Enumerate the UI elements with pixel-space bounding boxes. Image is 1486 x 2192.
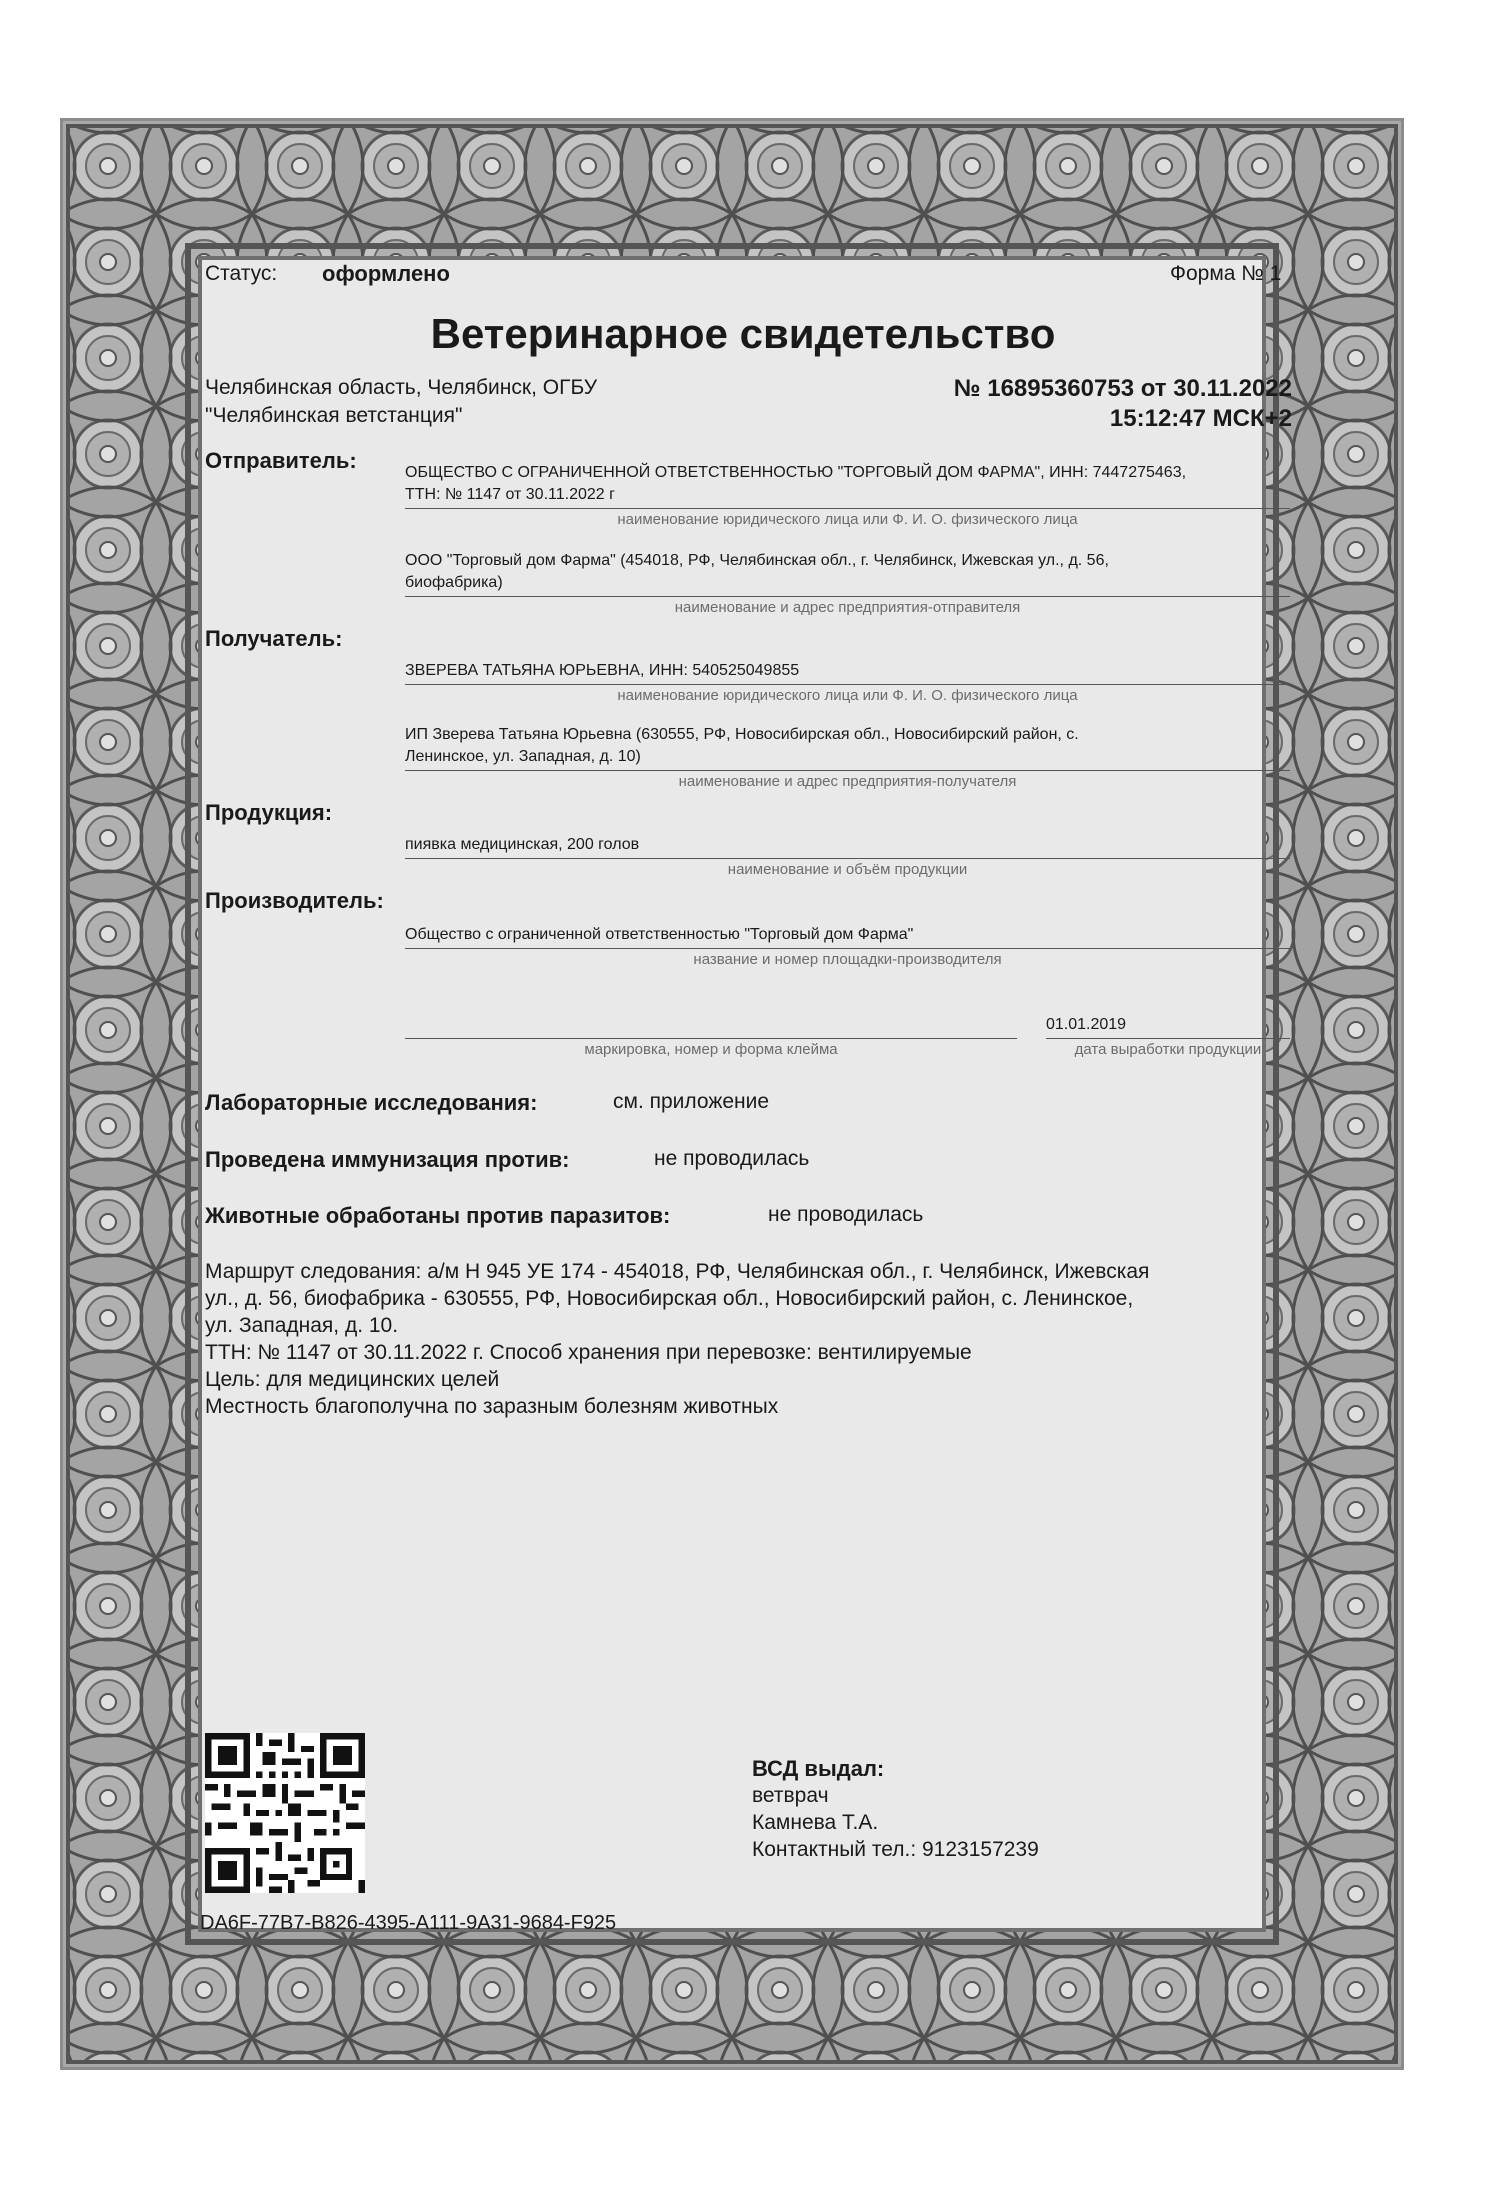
certificate-time: 15:12:47 МСК+2 xyxy=(1109,405,1292,432)
status-value: оформлено xyxy=(322,261,450,286)
route-line2: ул., д. 56, биофабрика - 630555, РФ, Новосибирская обл., Новосибирский район, с. Ленинское, xyxy=(205,1287,1134,1310)
issuer-position: ветврач xyxy=(752,1784,829,1807)
recipient-enterprise-line1: ИП Зверева Татьяна Юрьевна (630555, РФ, Новосибирская обл., Новосибирский район, с. xyxy=(405,726,1079,743)
sender-enterprise-underline xyxy=(405,596,1290,597)
product-caption: наименование и объём продукции xyxy=(727,861,968,878)
product-underline xyxy=(405,858,1290,859)
marking-underline xyxy=(405,1038,1017,1039)
producer-underline xyxy=(405,948,1290,949)
immunization-label: Проведена иммунизация против: xyxy=(205,1147,570,1172)
sender-legal-line1: ОБЩЕСТВО С ОГРАНИЧЕННОЙ ОТВЕТСТВЕННОСТЬЮ "ТОРГОВЫЙ ДОМ ФАРМА", ИНН: 7447275463, xyxy=(405,464,1187,481)
lab-tests-label: Лабораторные исследования: xyxy=(205,1090,538,1115)
status-label: Статус: xyxy=(205,262,278,285)
issuer-label: ВСД выдал: xyxy=(752,1756,885,1781)
sender-enterprise-line1: ООО "Торговый дом Фарма" (454018, РФ, Челябинская обл., г. Челябинск, Ижевская ул., д. 56, xyxy=(405,552,1109,569)
sender-enterprise-caption: наименование и адрес предприятия-отправителя xyxy=(674,599,1021,616)
sender-legal-caption: наименование юридического лица или Ф. И. О. физического лица xyxy=(617,511,1078,528)
immunization-value: не проводилась xyxy=(654,1147,810,1170)
recipient-legal-line1: ЗВЕРЕВА ТАТЬЯНА ЮРЬЕВНА, ИНН: 540525049855 xyxy=(405,662,800,679)
parasites-label: Животные обработаны против паразитов: xyxy=(205,1203,671,1228)
sender-enterprise-line2: биофабрика) xyxy=(405,574,503,591)
production-date-caption: дата выработки продукции xyxy=(1074,1041,1262,1058)
production-date-underline xyxy=(1046,1038,1290,1039)
form-number: Форма № 1 xyxy=(1170,262,1282,285)
producer-value: Общество с ограниченной ответственностью "Торговый дом Фарма" xyxy=(405,926,914,943)
issuer-phone: Контактный тел.: 9123157239 xyxy=(752,1838,1039,1861)
issuer-name: Камнева Т.А. xyxy=(752,1811,879,1834)
recipient-enterprise-line2: Ленинское, ул. Западная, д. 10) xyxy=(405,748,641,765)
marking-caption: маркировка, номер и форма клейма xyxy=(584,1041,838,1058)
production-date: 01.01.2019 xyxy=(1046,1016,1127,1033)
recipient-label: Получатель: xyxy=(205,626,343,651)
certificate-number: № 16895360753 от 30.11.2022 xyxy=(953,375,1292,402)
lab-tests-value: см. приложение xyxy=(613,1090,770,1113)
qr-code xyxy=(205,1733,365,1893)
purpose-line: Цель: для медицинских целей xyxy=(205,1368,500,1391)
page-title: Ветеринарное свидетельство xyxy=(430,310,1056,357)
route-line3: ул. Западная, д. 10. xyxy=(205,1314,399,1337)
product-value: пиявка медицинская, 200 голов xyxy=(405,836,640,853)
recipient-enterprise-caption: наименование и адрес предприятия-получателя xyxy=(678,773,1017,790)
parasites-value: не проводилась xyxy=(768,1203,924,1226)
issuer-org-line1: Челябинская область, Челябинск, ОГБУ xyxy=(205,376,598,399)
recipient-legal-underline xyxy=(405,684,1290,685)
producer-label: Производитель: xyxy=(205,888,384,913)
sender-legal-underline xyxy=(405,508,1290,509)
document-uuid: DA6F-77B7-B826-4395-A111-9A31-9684-F925 xyxy=(200,1912,617,1934)
recipient-legal-caption: наименование юридического лица или Ф. И. О. физического лица xyxy=(617,687,1078,704)
sender-label: Отправитель: xyxy=(205,448,357,473)
route-line1: Маршрут следования: а/м Н 945 УЕ 174 - 454018, РФ, Челябинская обл., г. Челябинск, Ижевская xyxy=(205,1260,1150,1283)
recipient-enterprise-underline xyxy=(405,770,1290,771)
waybill-line: ТТН: № 1147 от 30.11.2022 г. Способ хранения при перевозке: вентилируемые xyxy=(205,1341,972,1364)
sender-legal-line2: ТТН: № 1147 от 30.11.2022 г xyxy=(405,486,615,503)
area-status-line: Местность благополучна по заразным болезням животных xyxy=(205,1395,779,1418)
issuer-org-line2: "Челябинская ветстанция" xyxy=(205,404,463,427)
producer-caption: название и номер площадки-производителя xyxy=(693,951,1002,968)
product-label: Продукция: xyxy=(205,800,333,825)
